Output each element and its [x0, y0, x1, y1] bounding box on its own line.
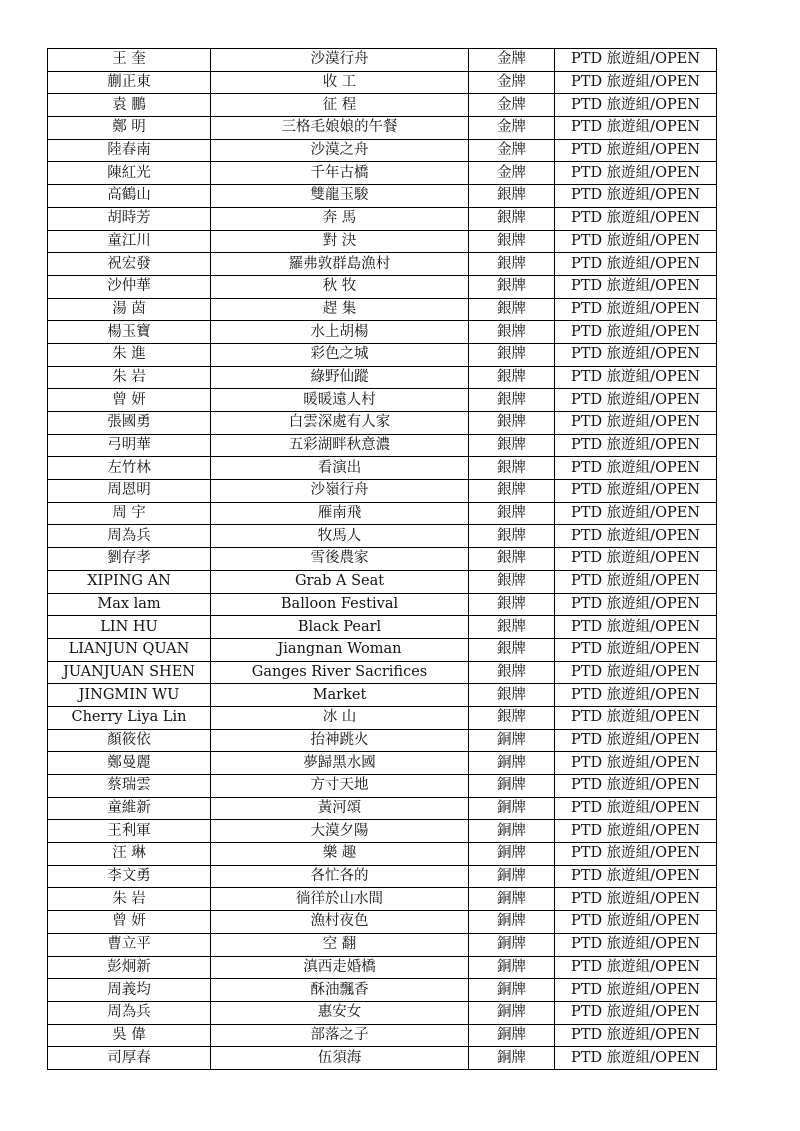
photo-title-cell: Market [211, 684, 469, 707]
table-row [48, 253, 717, 276]
photo-title-cell: Ganges River Sacrifices [211, 661, 469, 684]
table-row [48, 389, 717, 412]
category-cell: PTD 旅遊組/OPEN [555, 525, 717, 548]
award-cell: 銀牌 [469, 616, 555, 639]
table-row [48, 1024, 717, 1047]
award-cell: 銅牌 [469, 1024, 555, 1047]
award-cell: 銅牌 [469, 888, 555, 911]
category-cell: PTD 旅遊組/OPEN [555, 706, 717, 729]
photo-title-cell: Grab A Seat [211, 570, 469, 593]
award-cell: 銀牌 [469, 230, 555, 253]
photo-title-cell: 漁村夜色 [211, 911, 469, 934]
photo-title-cell: 方寸天地 [211, 775, 469, 798]
photo-title-cell: 千年古橋 [211, 162, 469, 185]
photographer-name-cell: 周 宇 [48, 502, 211, 525]
photographer-name-cell: 弓明華 [48, 434, 211, 457]
photographer-name-cell: 朱 進 [48, 343, 211, 366]
photographer-name-cell: 曾 妍 [48, 389, 211, 412]
table-row [48, 94, 717, 117]
category-cell: PTD 旅遊組/OPEN [555, 139, 717, 162]
table-row [48, 71, 717, 94]
category-cell: PTD 旅遊組/OPEN [555, 593, 717, 616]
table-row [48, 1001, 717, 1024]
photo-title-cell: 水上胡楊 [211, 321, 469, 344]
photo-title-cell: 綠野仙蹤 [211, 366, 469, 389]
photo-title-cell: 夢歸黑水國 [211, 752, 469, 775]
award-cell: 金牌 [469, 162, 555, 185]
category-cell: PTD 旅遊組/OPEN [555, 207, 717, 230]
award-cell: 銀牌 [469, 298, 555, 321]
table-row [48, 729, 717, 752]
table-row [48, 979, 717, 1002]
award-cell: 銅牌 [469, 797, 555, 820]
photo-title-cell: 空 翻 [211, 933, 469, 956]
table-row [48, 230, 717, 253]
award-cell: 銅牌 [469, 956, 555, 979]
category-cell: PTD 旅遊組/OPEN [555, 366, 717, 389]
category-cell: PTD 旅遊組/OPEN [555, 162, 717, 185]
photographer-name-cell: 汪 琳 [48, 843, 211, 866]
photo-title-cell: 雪後農家 [211, 548, 469, 571]
category-cell: PTD 旅遊組/OPEN [555, 117, 717, 140]
category-cell: PTD 旅遊組/OPEN [555, 343, 717, 366]
award-cell: 銀牌 [469, 525, 555, 548]
award-cell: 銀牌 [469, 207, 555, 230]
category-cell: PTD 旅遊組/OPEN [555, 389, 717, 412]
category-cell: PTD 旅遊組/OPEN [555, 457, 717, 480]
table-row [48, 275, 717, 298]
photographer-name-cell: 周恩明 [48, 480, 211, 503]
results-table-body [48, 49, 717, 1070]
award-cell: 銀牌 [469, 570, 555, 593]
photo-title-cell: 雙龍玉駿 [211, 185, 469, 208]
category-cell: PTD 旅遊組/OPEN [555, 230, 717, 253]
photographer-name-cell: XIPING AN [48, 570, 211, 593]
photo-title-cell: 趕 集 [211, 298, 469, 321]
award-cell: 銀牌 [469, 593, 555, 616]
award-cell: 銅牌 [469, 775, 555, 798]
photo-title-cell: 征 程 [211, 94, 469, 117]
category-cell: PTD 旅遊組/OPEN [555, 797, 717, 820]
award-cell: 銀牌 [469, 638, 555, 661]
category-cell: PTD 旅遊組/OPEN [555, 434, 717, 457]
category-cell: PTD 旅遊組/OPEN [555, 820, 717, 843]
photographer-name-cell: 楊玉寶 [48, 321, 211, 344]
award-cell: 銅牌 [469, 865, 555, 888]
category-cell: PTD 旅遊組/OPEN [555, 843, 717, 866]
award-cell: 銅牌 [469, 820, 555, 843]
category-cell: PTD 旅遊組/OPEN [555, 1001, 717, 1024]
award-cell: 銅牌 [469, 1047, 555, 1070]
photo-title-cell: 沙嶺行舟 [211, 480, 469, 503]
category-cell: PTD 旅遊組/OPEN [555, 616, 717, 639]
category-cell: PTD 旅遊組/OPEN [555, 94, 717, 117]
photographer-name-cell: Cherry Liya Lin [48, 706, 211, 729]
award-cell: 金牌 [469, 139, 555, 162]
photographer-name-cell: 曹立平 [48, 933, 211, 956]
category-cell: PTD 旅遊組/OPEN [555, 661, 717, 684]
category-cell: PTD 旅遊組/OPEN [555, 71, 717, 94]
table-row [48, 480, 717, 503]
category-cell: PTD 旅遊組/OPEN [555, 502, 717, 525]
table-row [48, 593, 717, 616]
award-cell: 銅牌 [469, 911, 555, 934]
table-row [48, 298, 717, 321]
photographer-name-cell: 沙仲華 [48, 275, 211, 298]
table-row [48, 820, 717, 843]
award-cell: 銅牌 [469, 729, 555, 752]
category-cell: PTD 旅遊組/OPEN [555, 911, 717, 934]
table-row [48, 117, 717, 140]
award-cell: 銀牌 [469, 706, 555, 729]
photo-title-cell: 大漠夕陽 [211, 820, 469, 843]
photo-title-cell: 對 決 [211, 230, 469, 253]
category-cell: PTD 旅遊組/OPEN [555, 638, 717, 661]
table-row [48, 865, 717, 888]
table-row [48, 638, 717, 661]
photo-title-cell: 五彩湖畔秋意濃 [211, 434, 469, 457]
category-cell: PTD 旅遊組/OPEN [555, 933, 717, 956]
category-cell: PTD 旅遊組/OPEN [555, 412, 717, 435]
category-cell: PTD 旅遊組/OPEN [555, 888, 717, 911]
photo-title-cell: 三格毛娘娘的午餐 [211, 117, 469, 140]
photo-title-cell: 沙漠行舟 [211, 49, 469, 72]
award-cell: 金牌 [469, 71, 555, 94]
photographer-name-cell: 陳紅光 [48, 162, 211, 185]
photographer-name-cell: 周為兵 [48, 525, 211, 548]
photographer-name-cell: 袁 鵬 [48, 94, 211, 117]
category-cell: PTD 旅遊組/OPEN [555, 684, 717, 707]
photographer-name-cell: 王 奎 [48, 49, 211, 72]
category-cell: PTD 旅遊組/OPEN [555, 275, 717, 298]
table-row [48, 162, 717, 185]
award-cell: 銀牌 [469, 253, 555, 276]
photo-title-cell: 酥油飄香 [211, 979, 469, 1002]
award-cell: 銀牌 [469, 389, 555, 412]
table-row [48, 434, 717, 457]
results-table [47, 48, 717, 1070]
table-row [48, 457, 717, 480]
photo-title-cell: 各忙各的 [211, 865, 469, 888]
category-cell: PTD 旅遊組/OPEN [555, 480, 717, 503]
photo-title-cell: 惠安女 [211, 1001, 469, 1024]
photographer-name-cell: 蒯正東 [48, 71, 211, 94]
award-cell: 銀牌 [469, 502, 555, 525]
photographer-name-cell: 湯 茵 [48, 298, 211, 321]
photo-title-cell: Balloon Festival [211, 593, 469, 616]
award-cell: 銀牌 [469, 412, 555, 435]
category-cell: PTD 旅遊組/OPEN [555, 1047, 717, 1070]
photographer-name-cell: 吳 偉 [48, 1024, 211, 1047]
category-cell: PTD 旅遊組/OPEN [555, 253, 717, 276]
award-cell: 銀牌 [469, 185, 555, 208]
award-cell: 銀牌 [469, 684, 555, 707]
photographer-name-cell: 朱 岩 [48, 888, 211, 911]
award-cell: 銀牌 [469, 434, 555, 457]
photo-title-cell: 樂 趣 [211, 843, 469, 866]
category-cell: PTD 旅遊組/OPEN [555, 752, 717, 775]
category-cell: PTD 旅遊組/OPEN [555, 865, 717, 888]
photo-title-cell: 秋 牧 [211, 275, 469, 298]
photographer-name-cell: LIANJUN QUAN [48, 638, 211, 661]
table-row [48, 366, 717, 389]
table-row [48, 570, 717, 593]
table-row [48, 412, 717, 435]
photo-title-cell: 雁南飛 [211, 502, 469, 525]
photo-title-cell: 牧馬人 [211, 525, 469, 548]
photo-title-cell: 沙漠之舟 [211, 139, 469, 162]
table-row [48, 525, 717, 548]
photo-title-cell: 收 工 [211, 71, 469, 94]
table-row [48, 49, 717, 72]
table-row [48, 775, 717, 798]
photo-title-cell: Jiangnan Woman [211, 638, 469, 661]
table-row [48, 933, 717, 956]
photographer-name-cell: 左竹林 [48, 457, 211, 480]
category-cell: PTD 旅遊組/OPEN [555, 49, 717, 72]
category-cell: PTD 旅遊組/OPEN [555, 548, 717, 571]
photographer-name-cell: 王利軍 [48, 820, 211, 843]
category-cell: PTD 旅遊組/OPEN [555, 321, 717, 344]
photographer-name-cell: 鄭 明 [48, 117, 211, 140]
photographer-name-cell: 周義均 [48, 979, 211, 1002]
photographer-name-cell: 張國勇 [48, 412, 211, 435]
photo-title-cell: 滇西走婚橋 [211, 956, 469, 979]
photo-title-cell: 黃河頌 [211, 797, 469, 820]
category-cell: PTD 旅遊組/OPEN [555, 1024, 717, 1047]
award-cell: 銀牌 [469, 321, 555, 344]
category-cell: PTD 旅遊組/OPEN [555, 298, 717, 321]
category-cell: PTD 旅遊組/OPEN [555, 775, 717, 798]
photo-title-cell: 白雲深處有人家 [211, 412, 469, 435]
photographer-name-cell: 周為兵 [48, 1001, 211, 1024]
award-cell: 銅牌 [469, 933, 555, 956]
photographer-name-cell: 李文勇 [48, 865, 211, 888]
photographer-name-cell: 彭炯新 [48, 956, 211, 979]
photo-title-cell: 羅弗敦群島漁村 [211, 253, 469, 276]
table-row [48, 684, 717, 707]
photo-title-cell: Black Pearl [211, 616, 469, 639]
award-cell: 金牌 [469, 49, 555, 72]
table-row [48, 911, 717, 934]
table-row [48, 1047, 717, 1070]
category-cell: PTD 旅遊組/OPEN [555, 185, 717, 208]
category-cell: PTD 旅遊組/OPEN [555, 979, 717, 1002]
photographer-name-cell: 司厚春 [48, 1047, 211, 1070]
table-row [48, 752, 717, 775]
photo-title-cell: 徜徉於山水間 [211, 888, 469, 911]
table-row [48, 956, 717, 979]
award-cell: 銀牌 [469, 366, 555, 389]
photographer-name-cell: 陸春南 [48, 139, 211, 162]
category-cell: PTD 旅遊組/OPEN [555, 729, 717, 752]
award-cell: 銀牌 [469, 480, 555, 503]
award-cell: 銅牌 [469, 979, 555, 1002]
photographer-name-cell: 鄭曼麗 [48, 752, 211, 775]
photo-title-cell: 暖暖遠人村 [211, 389, 469, 412]
photographer-name-cell: LIN HU [48, 616, 211, 639]
award-cell: 銀牌 [469, 457, 555, 480]
award-cell: 銀牌 [469, 548, 555, 571]
award-cell: 銀牌 [469, 343, 555, 366]
photographer-name-cell: 蔡瑞雲 [48, 775, 211, 798]
award-cell: 銅牌 [469, 843, 555, 866]
table-row [48, 502, 717, 525]
photographer-name-cell: JINGMIN WU [48, 684, 211, 707]
photo-title-cell: 部落之子 [211, 1024, 469, 1047]
photographer-name-cell: JUANJUAN SHEN [48, 661, 211, 684]
table-row [48, 797, 717, 820]
table-row [48, 207, 717, 230]
photo-title-cell: 看演出 [211, 457, 469, 480]
award-cell: 銅牌 [469, 1001, 555, 1024]
table-row [48, 888, 717, 911]
award-cell: 銅牌 [469, 752, 555, 775]
award-cell: 銀牌 [469, 661, 555, 684]
table-row [48, 185, 717, 208]
table-row [48, 548, 717, 571]
category-cell: PTD 旅遊組/OPEN [555, 956, 717, 979]
table-row [48, 706, 717, 729]
photographer-name-cell: 劉存孝 [48, 548, 211, 571]
photographer-name-cell: 曾 妍 [48, 911, 211, 934]
table-row [48, 843, 717, 866]
photographer-name-cell: 顏筱依 [48, 729, 211, 752]
photographer-name-cell: 童維新 [48, 797, 211, 820]
award-cell: 金牌 [469, 94, 555, 117]
table-row [48, 321, 717, 344]
photo-title-cell: 奔 馬 [211, 207, 469, 230]
photo-title-cell: 伍須海 [211, 1047, 469, 1070]
table-row [48, 139, 717, 162]
award-cell: 銀牌 [469, 275, 555, 298]
photographer-name-cell: 祝宏發 [48, 253, 211, 276]
table-row [48, 616, 717, 639]
award-cell: 金牌 [469, 117, 555, 140]
photographer-name-cell: Max lam [48, 593, 211, 616]
photographer-name-cell: 朱 岩 [48, 366, 211, 389]
category-cell: PTD 旅遊組/OPEN [555, 570, 717, 593]
photographer-name-cell: 胡時芳 [48, 207, 211, 230]
photo-title-cell: 彩色之城 [211, 343, 469, 366]
photographer-name-cell: 高鶴山 [48, 185, 211, 208]
photo-title-cell: 冰 山 [211, 706, 469, 729]
photo-title-cell: 抬神跳火 [211, 729, 469, 752]
table-row [48, 661, 717, 684]
photographer-name-cell: 童江川 [48, 230, 211, 253]
table-row [48, 343, 717, 366]
